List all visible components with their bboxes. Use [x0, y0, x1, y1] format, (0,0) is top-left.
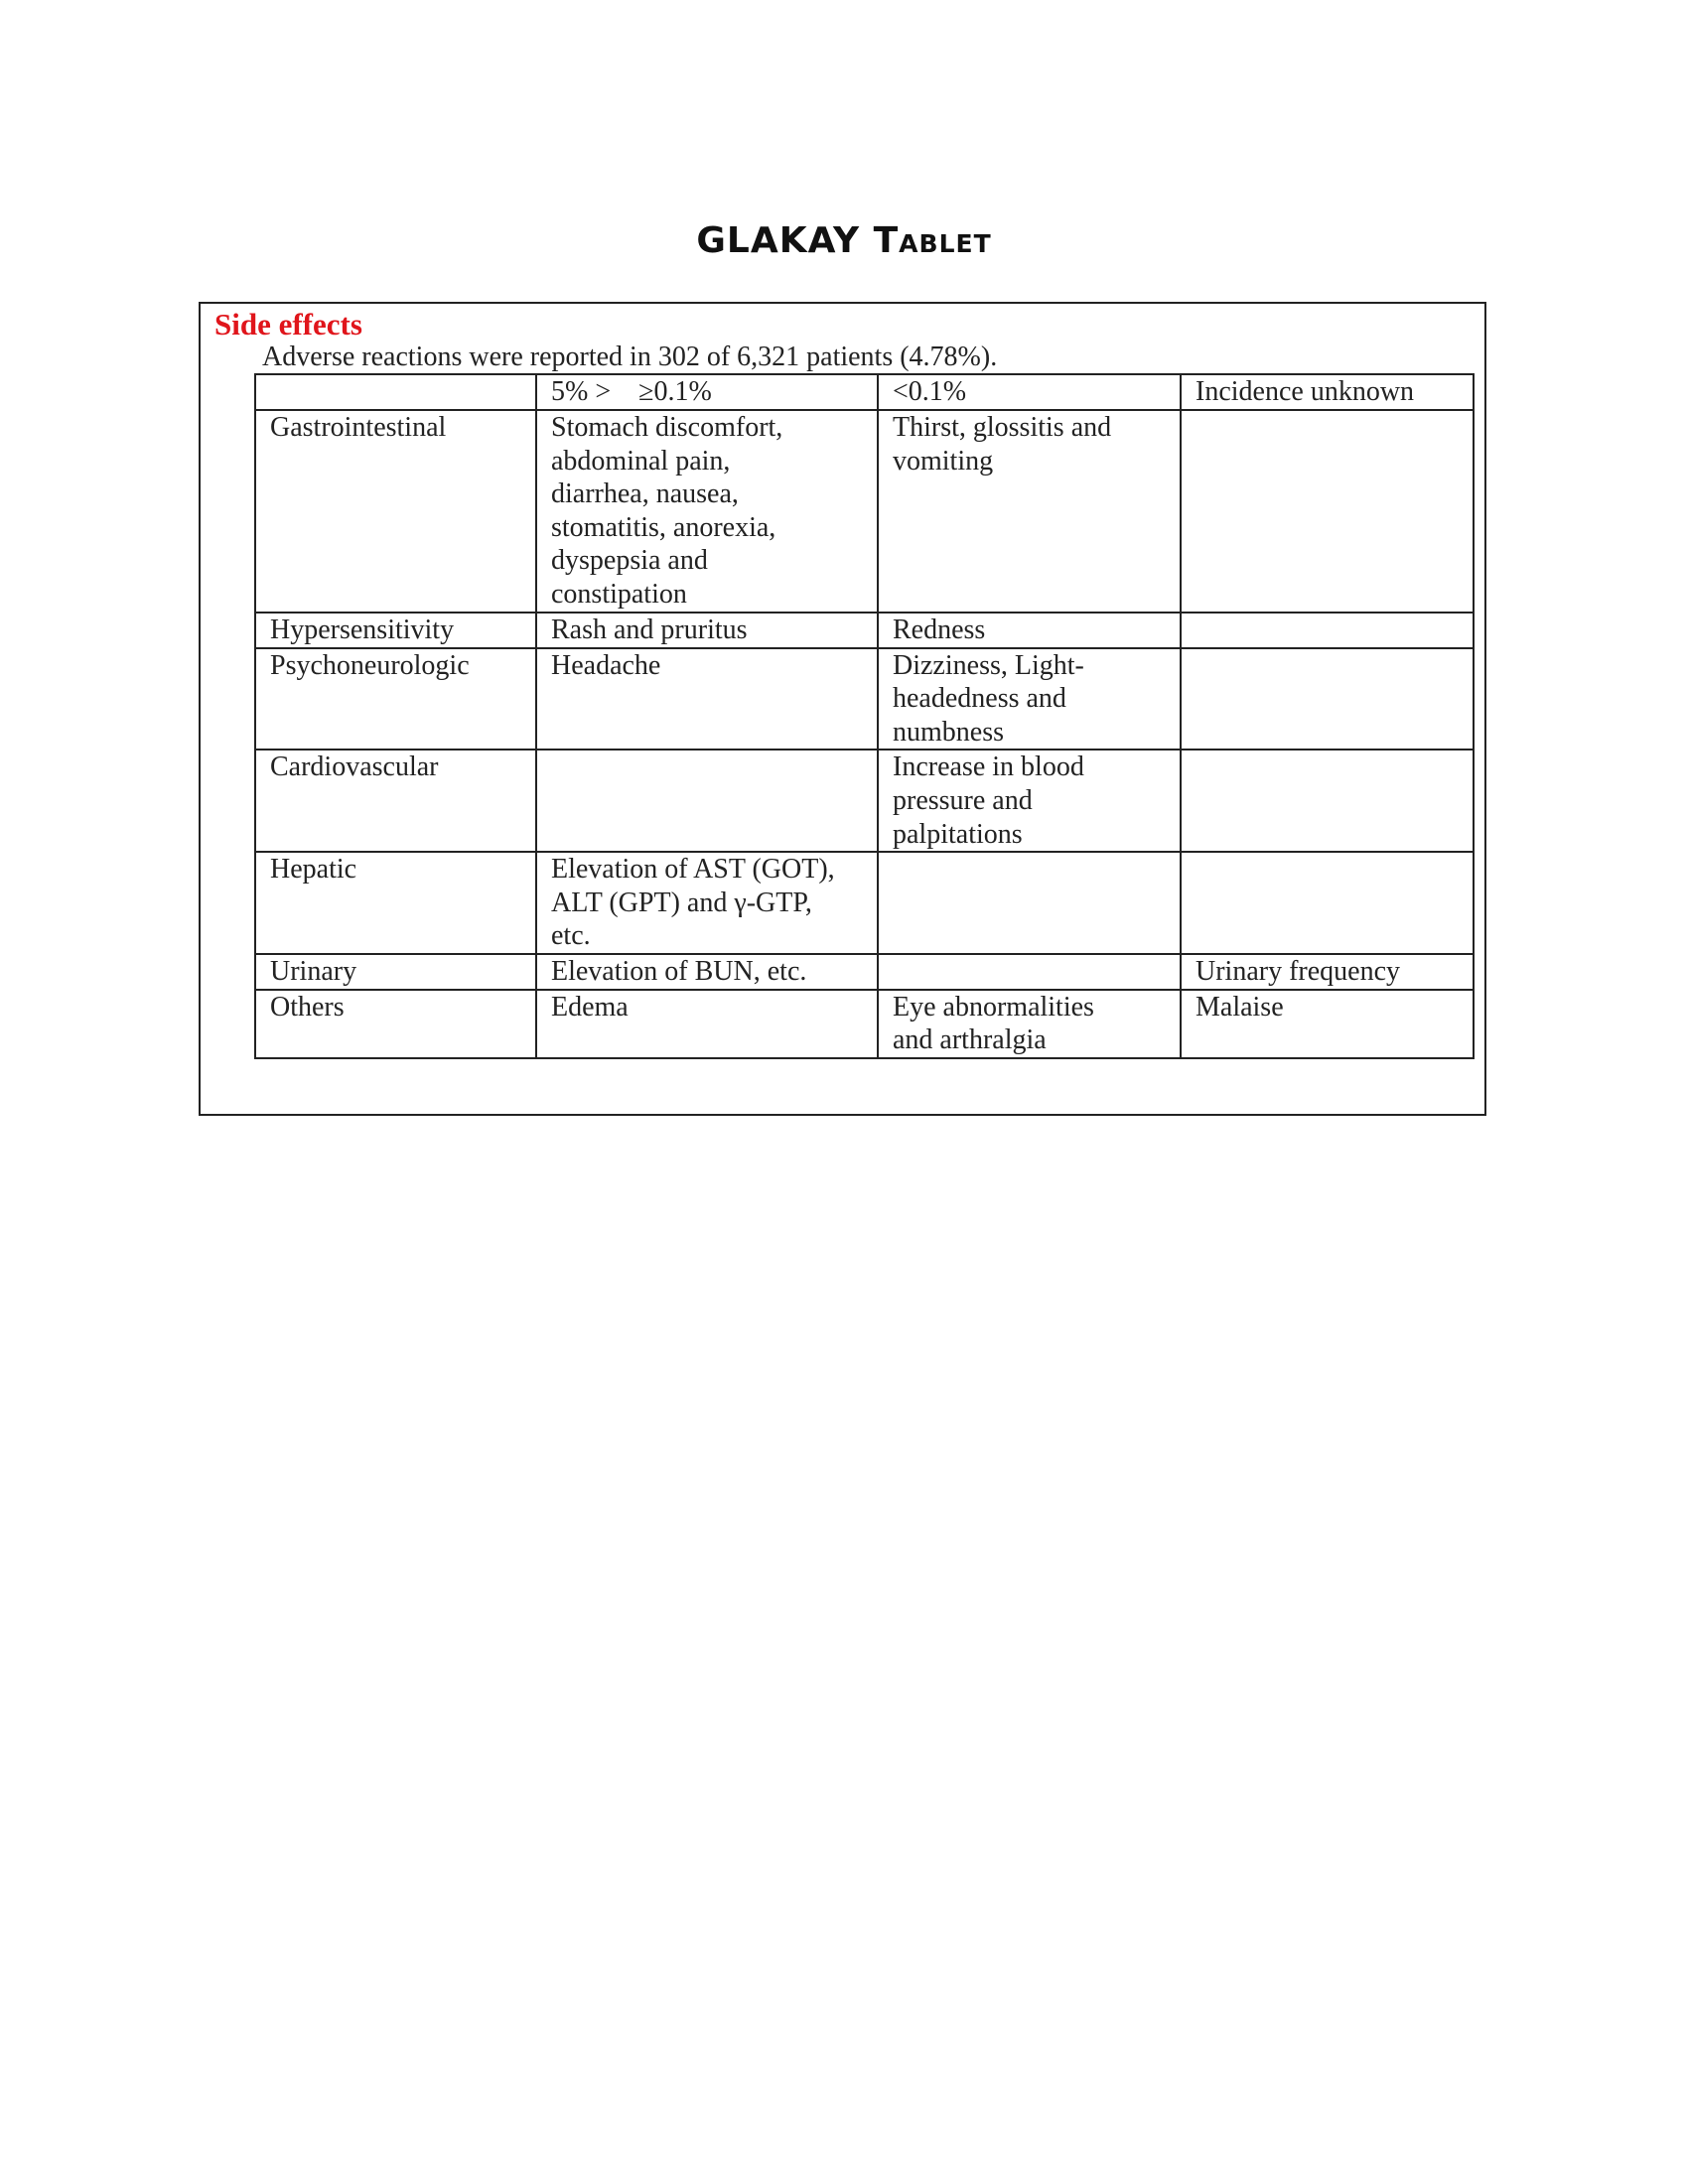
column-header-rare: <0.1% [878, 374, 1181, 410]
cell-rare: Eye abnormalities and arthralgia [878, 990, 1181, 1058]
table-row [255, 852, 1474, 954]
page-title: GLAKAY Tablet [696, 220, 992, 262]
cell-unknown [1181, 410, 1474, 613]
table-row [255, 648, 1474, 751]
section-heading: Side effects [214, 307, 362, 341]
table-row [255, 613, 1474, 648]
cell-common: Edema [536, 990, 878, 1058]
cell-unknown: Malaise [1181, 990, 1474, 1058]
row-category: Urinary [255, 954, 536, 990]
cell-unknown [1181, 852, 1474, 954]
row-category: Gastrointestinal [255, 410, 536, 613]
cell-common: Elevation of BUN, etc. [536, 954, 878, 990]
table-row [255, 410, 1474, 613]
row-category: Others [255, 990, 536, 1058]
table-row [255, 954, 1474, 990]
side-effects-table [254, 373, 1475, 1059]
cell-unknown [1181, 648, 1474, 751]
cell-common: Rash and pruritus [536, 613, 878, 648]
row-category: Hypersensitivity [255, 613, 536, 648]
cell-rare [878, 954, 1181, 990]
cell-common: Headache [536, 648, 878, 751]
cell-rare: Thirst, glossitis and vomiting [878, 410, 1181, 613]
cell-common: Elevation of AST (GOT), ALT (GPT) and γ-GTP, etc. [536, 852, 878, 954]
row-category: Cardiovascular [255, 750, 536, 852]
column-header-common: 5% > ≥0.1% [536, 374, 878, 410]
cell-unknown [1181, 613, 1474, 648]
cell-unknown: Urinary frequency [1181, 954, 1474, 990]
table-header-row [255, 374, 1474, 410]
column-header-category [255, 374, 536, 410]
cell-unknown [1181, 750, 1474, 852]
cell-rare [878, 852, 1181, 954]
cell-rare: Redness [878, 613, 1181, 648]
side-effects-box [199, 302, 1486, 1116]
row-category: Psychoneurologic [255, 648, 536, 751]
table-row [255, 750, 1474, 852]
column-header-unknown: Incidence unknown [1181, 374, 1474, 410]
cell-rare: Increase in blood pressure and palpitations [878, 750, 1181, 852]
cell-common [536, 750, 878, 852]
cell-common: Stomach discomfort, abdominal pain, diarrhea, nausea, stomatitis, anorexia, dyspepsia and constipation [536, 410, 878, 613]
row-category: Hepatic [255, 852, 536, 954]
table-row [255, 990, 1474, 1058]
cell-rare: Dizziness, Light- headedness and numbness [878, 648, 1181, 751]
intro-text: Adverse reactions were reported in 302 of 6,321 patients (4.78%). [262, 341, 998, 372]
